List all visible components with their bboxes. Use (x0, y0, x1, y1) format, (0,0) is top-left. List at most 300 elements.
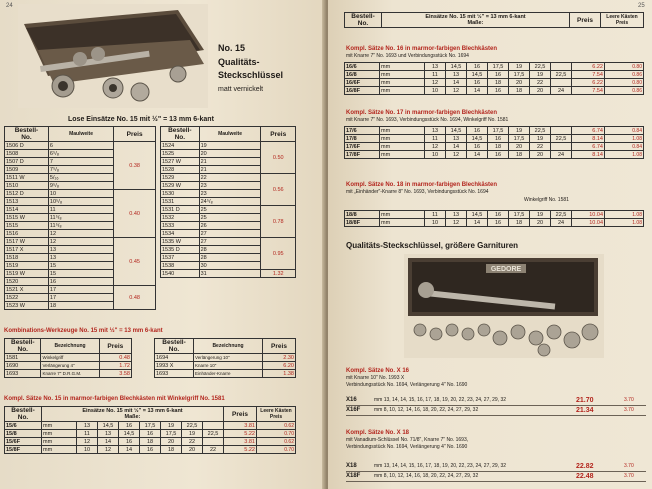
table-cell: 11 (425, 211, 446, 219)
table-cell: mm (380, 219, 425, 227)
table-cell: 19 (161, 422, 182, 430)
table-cell: 16 (467, 79, 488, 87)
list-item-cell: 3.70 (624, 463, 634, 469)
table-cell: 3.58 (99, 370, 131, 378)
col-no: No. (174, 134, 186, 141)
list-item-cell: X18F (346, 473, 361, 479)
table-row (345, 63, 644, 71)
table-cell: 20 (530, 151, 551, 159)
table-cell: 12 (425, 143, 446, 151)
table-cell: 18 (48, 302, 113, 310)
table-cell: 21 (199, 158, 261, 166)
table-cell: Einhänder-Knarre (194, 370, 263, 378)
table-cell: 17/8 (345, 135, 380, 143)
list-item-cell: X16 (346, 397, 357, 403)
table-cell: mm (380, 135, 425, 143)
table-cell: 16/6 (345, 63, 380, 71)
list-item-cell: 21.34 (576, 407, 594, 414)
col-maulweite: Maulweite (218, 131, 242, 137)
table-row (345, 151, 644, 159)
col-no: No. (168, 346, 180, 353)
col-bezeichnung: Bezeichnung (212, 343, 244, 349)
table-cell: 0.95 (261, 238, 296, 270)
table-cell: 14 (467, 219, 488, 227)
list-item-cell: X18 (346, 463, 357, 469)
table-cell: 0.62 (257, 438, 296, 446)
list-item-cell: mm 8, 10, 12, 14, 16, 18, 20, 22, 24, 27, 29, 32 (374, 407, 479, 413)
table-cell: 15/6 (5, 422, 42, 430)
col-masse: Maße: (467, 20, 484, 26)
table-cell: mm (42, 438, 77, 446)
kombi-table-left (4, 338, 132, 378)
col-preis: Preis (126, 130, 143, 138)
table-cell: 1581 (5, 354, 41, 362)
table-cell: 17/8F (345, 151, 380, 159)
table-row (5, 446, 296, 454)
table-cell: 22 (530, 143, 551, 151)
komp15-table (4, 406, 296, 454)
table-cell: 22,5 (203, 430, 224, 438)
table-cell: 1535 W (161, 238, 200, 246)
table-cell: 1515 (5, 222, 49, 230)
s16-table (344, 62, 644, 95)
table-cell: 10 (77, 446, 98, 454)
table-cell: 1531 (161, 198, 200, 206)
table-cell: 10 (48, 190, 113, 198)
table-cell: 1515 W (5, 214, 49, 222)
table-cell: 1529 W (161, 182, 200, 190)
product-finish: matt vernickelt (218, 86, 264, 93)
list-item-cell: 3.70 (624, 397, 634, 403)
lose-einsaetze-title: Lose Einsätze No. 15 mit ½" = 13 mm 6-kant (68, 116, 214, 123)
col-bestell: Bestell- (162, 339, 186, 346)
table-row (161, 270, 296, 278)
table-cell: 1522 (5, 294, 49, 302)
table-cell: 1.72 (99, 362, 131, 370)
table-cell: 1517 X (5, 246, 49, 254)
table-cell: 2.30 (263, 354, 296, 362)
table-cell: 1509 (5, 166, 49, 174)
table-cell: 18 (509, 151, 530, 159)
table-cell: 16/8 (345, 71, 380, 79)
s16-subtitle: mit Knarre 7" No. 1693 und Verbindungsstück No. 1694 (346, 53, 469, 59)
table-cell: 0.48 (114, 286, 156, 310)
list-item-cell: X16F (346, 407, 361, 413)
table-cell: 15/8 (5, 430, 42, 438)
table-cell: 0.86 (605, 71, 644, 79)
table-cell: 20 (509, 143, 530, 151)
table-cell: 18 (488, 79, 509, 87)
list-item (346, 396, 646, 406)
table-cell: 0.45 (114, 238, 156, 286)
table-cell: 19 (199, 142, 261, 150)
col-preis2: Preis (615, 20, 629, 26)
table-cell: 1525 (161, 150, 200, 158)
table-row (345, 143, 644, 151)
table-cell: 1523 W (5, 302, 49, 310)
col-no: No. (17, 346, 28, 353)
table-row (5, 190, 156, 198)
product-title-line2: Steckschlüssel (218, 70, 284, 80)
table-cell: 19 (530, 135, 551, 143)
table-cell: 6.74 (572, 143, 605, 151)
table-cell: 14 (446, 143, 467, 151)
table-cell: 6.22 (572, 79, 605, 87)
page-number: 24 (6, 3, 13, 9)
table-cell: 15 (48, 262, 113, 270)
table-cell: 13 (425, 127, 446, 135)
table-row (5, 286, 156, 294)
table-cell: Knarre 10" (194, 362, 263, 370)
table-cell: 1524 (161, 142, 200, 150)
table-cell: 1519 W (5, 270, 49, 278)
table-cell: 0.86 (605, 87, 644, 95)
table-cell: 14 (467, 151, 488, 159)
col-no: No. (21, 134, 32, 141)
kombi-title: Kombinations-Werkzeuge No. 15 mit ½" = 13 mm 6-kant (4, 328, 163, 334)
table-cell: 6.22 (572, 63, 605, 71)
table-cell: 17,5 (140, 422, 161, 430)
table-cell: 1527 W (161, 158, 200, 166)
table-cell: 22 (203, 446, 224, 454)
table-cell: 31 (199, 270, 261, 278)
socket-table-left (4, 126, 156, 310)
x16-sub2: Verbindungsstück No. 1694, Verlängerung 4" No. 1690 (346, 382, 468, 388)
table-cell: 14 (467, 87, 488, 95)
table-cell: 22,5 (551, 211, 572, 219)
table-row (155, 370, 296, 378)
table-cell: mm (380, 127, 425, 135)
table-cell: 20 (161, 438, 182, 446)
table-cell: 0.70 (257, 430, 296, 438)
table-cell: mm (42, 422, 77, 430)
table-cell: 22 (530, 79, 551, 87)
table-row (161, 142, 296, 150)
kombi-table-right (154, 338, 296, 378)
table-cell: 20 (182, 446, 203, 454)
table-cell: 17 (48, 294, 113, 302)
col-preis: Preis (577, 16, 593, 24)
table-cell: 11⁵/₈ (48, 214, 113, 222)
table-cell: 11 (48, 206, 113, 214)
table-cell: 24 (551, 219, 572, 227)
table-cell: mm (380, 211, 425, 219)
table-cell: 16 (488, 151, 509, 159)
s17-title: Kompl. Sätze No. 17 in marmor-farbigen Blechkästen (346, 110, 498, 116)
quality-title: Qualitäts-Steckschlüssel, größere Garnituren (346, 241, 519, 250)
table-cell: 1507 D (5, 158, 49, 166)
table-cell: 13 (425, 63, 446, 71)
table-cell: 1532 (161, 214, 200, 222)
table-cell: 22,5 (530, 63, 551, 71)
table-cell: 18 (140, 438, 161, 446)
table-cell: 14 (119, 446, 140, 454)
table-cell: 20 (530, 219, 551, 227)
table-cell: mm (380, 143, 425, 151)
table-row (161, 174, 296, 182)
table-cell: 19 (509, 127, 530, 135)
table-cell: 14 (98, 438, 119, 446)
list-item-cell: 21.70 (576, 397, 594, 404)
table-cell: 16 (467, 63, 488, 71)
table-cell: 16 (48, 278, 113, 286)
s18-title: Kompl. Sätze No. 18 in marmor-farbigen Blechkästen (346, 182, 498, 188)
table-cell: 7 (48, 158, 113, 166)
list-item (346, 406, 646, 416)
table-cell: 24 (551, 151, 572, 159)
col-bestell: Bestell- (168, 127, 192, 134)
table-cell: 12 (77, 438, 98, 446)
table-cell: 25 (199, 206, 261, 214)
table-cell (551, 127, 572, 135)
list-item (346, 462, 646, 472)
table-row (5, 438, 296, 446)
table-cell: 1.32 (261, 270, 296, 278)
table-cell: 14,5 (467, 71, 488, 79)
table-cell: 0.84 (605, 143, 644, 151)
s17-table (344, 126, 644, 159)
x18-sub2: Verbindungsstück No. 1694, Verlängerung 4" No. 1690 (346, 444, 468, 450)
table-cell: 20 (509, 79, 530, 87)
table-cell: 1690 (5, 362, 41, 370)
table-cell: 1531 D (161, 206, 200, 214)
table-row (345, 135, 644, 143)
table-cell: 21 (199, 166, 261, 174)
table-cell: 13 (446, 211, 467, 219)
table-cell: 28 (199, 246, 261, 254)
table-cell: 10 (425, 151, 446, 159)
socket-table-right (160, 126, 296, 278)
table-cell: 18 (161, 446, 182, 454)
x18-sub1: mit Vanadium-Schlüssel No. 71/8", Knarre 7" No. 1693, (346, 437, 469, 443)
table-cell: 1.08 (605, 151, 644, 159)
table-cell: Knarre 7" D.R.G.M. (41, 370, 99, 378)
table-cell: 17,5 (509, 135, 530, 143)
x18-rows (346, 462, 646, 482)
table-cell: 1514 (5, 206, 49, 214)
list-item-cell: 22.82 (576, 463, 594, 470)
col-preis2: Preis (269, 414, 283, 420)
table-cell: 11 (425, 135, 446, 143)
table-cell: 1993 X (155, 362, 194, 370)
table-cell: 7.54 (572, 71, 605, 79)
table-cell: 0.80 (605, 79, 644, 87)
table-row (5, 362, 132, 370)
table-cell: 1533 (161, 222, 200, 230)
table-cell: 1.38 (263, 370, 296, 378)
s18-subtitle: mit „Einhänder"-Knarre 8" No. 1693, Verbindungsstück No. 1694 (346, 189, 489, 195)
table-cell: 22 (199, 174, 261, 182)
table-cell: 1519 (5, 262, 49, 270)
table-cell: mm (380, 63, 425, 71)
table-cell: 12 (425, 79, 446, 87)
table-cell: 22,5 (182, 422, 203, 430)
table-cell: 1.08 (605, 135, 644, 143)
table-cell: 3.81 (224, 438, 257, 446)
table-cell: 5.22 (224, 446, 257, 454)
table-cell: 12 (446, 87, 467, 95)
table-cell: 28 (199, 254, 261, 262)
table-row (5, 238, 156, 246)
s18-subtitle2: Winkelgriff No. 1581 (524, 197, 569, 203)
table-cell: 12 (48, 238, 113, 246)
table-row (155, 354, 296, 362)
table-cell: 26 (199, 222, 261, 230)
table-cell: Verlängerung 10" (194, 354, 263, 362)
table-cell: 14 (446, 79, 467, 87)
table-cell: 22 (182, 438, 203, 446)
table-cell: 1510 (5, 182, 49, 190)
table-cell: 1518 (5, 254, 49, 262)
table-cell: 0.70 (257, 446, 296, 454)
table-cell: 1538 (161, 262, 200, 270)
komp15-title: Kompl. Sätze No. 15 in marmor-farbigen Blechkästen mit Winkelgriff No. 1581 (4, 396, 225, 402)
col-preis: Preis (270, 130, 287, 138)
table-cell: 14,5 (446, 63, 467, 71)
product-title-line1: Qualitäts- (218, 57, 260, 67)
list-item-cell: mm 13, 14, 14, 15, 16, 17, 18, 19, 20, 22, 23, 24, 27, 29, 32 (374, 463, 507, 469)
col-einsaetze: Einsätze No. 15 mit ½" = 13 mm 6-kant (82, 408, 183, 414)
table-cell: 16 (488, 71, 509, 79)
col-masse: Maße: (124, 414, 141, 420)
table-cell: 1537 (161, 254, 200, 262)
table-row (345, 211, 644, 219)
table-cell (551, 143, 572, 151)
table-cell: 1530 (161, 190, 200, 198)
col-preis: Preis (107, 342, 124, 350)
table-cell: 0.56 (261, 174, 296, 206)
col-bestell: Bestell- (351, 13, 375, 20)
table-cell: 17,5 (509, 211, 530, 219)
table-cell: 17,5 (509, 71, 530, 79)
page-number: 25 (638, 3, 645, 9)
table-cell: 5/₁₆ (48, 174, 113, 182)
table-cell: 27 (199, 238, 261, 246)
table-cell: 16 (467, 143, 488, 151)
table-cell: 16 (488, 87, 509, 95)
table-cell: 1520 (5, 278, 49, 286)
table-cell: 14,5 (119, 430, 140, 438)
table-row (155, 362, 296, 370)
table-cell: 0.84 (605, 127, 644, 135)
table-cell: 13 (446, 135, 467, 143)
col-leere: Leere Kästen (606, 14, 638, 20)
table-cell: 16 (488, 135, 509, 143)
table-row (345, 87, 644, 95)
table-cell: 3.81 (224, 422, 257, 430)
table-cell: 0.62 (257, 422, 296, 430)
table-cell: 16 (119, 438, 140, 446)
table-row (345, 219, 644, 227)
s18-table (344, 210, 644, 227)
table-row (345, 127, 644, 135)
table-cell: 0.40 (114, 190, 156, 238)
table-cell: 1528 (161, 166, 200, 174)
table-cell: mm (380, 151, 425, 159)
table-cell: 1513 (5, 198, 49, 206)
table-cell: 10 (425, 87, 446, 95)
table-cell: 24 (551, 87, 572, 95)
table-cell: mm (380, 79, 425, 87)
list-item-cell: 3.70 (624, 407, 634, 413)
table-cell: 13 (77, 422, 98, 430)
table-cell: 18 (509, 87, 530, 95)
table-cell: 11⁵/₈ (48, 222, 113, 230)
table-row (5, 142, 156, 150)
table-cell: 12 (98, 446, 119, 454)
table-cell: 12 (446, 219, 467, 227)
table-cell: 23 (199, 190, 261, 198)
table-cell: 30 (199, 262, 261, 270)
list-item (346, 472, 646, 482)
brand-label: GEDORE (490, 266, 522, 273)
table-cell: 1693 (155, 370, 194, 378)
col-no: No. (357, 20, 369, 27)
table-cell: 1534 (161, 230, 200, 238)
table-cell: 14,5 (446, 127, 467, 135)
right-page (328, 0, 652, 489)
table-cell: 16 (467, 127, 488, 135)
table-cell: 1508 (5, 150, 49, 158)
table-cell: 12 (446, 151, 467, 159)
col-bestell: Bestell- (11, 407, 35, 414)
table-cell: 7.54 (572, 87, 605, 95)
table-cell: 1517 W (5, 238, 49, 246)
table-cell: 0.38 (114, 142, 156, 190)
table-cell: 16 (488, 211, 509, 219)
table-cell (551, 79, 572, 87)
top-header-table (344, 12, 644, 28)
col-leere: Leere Kästen (260, 408, 292, 414)
table-cell: 19 (509, 63, 530, 71)
table-cell: 13 (48, 246, 113, 254)
table-cell: 11 (425, 71, 446, 79)
table-cell: 0.48 (99, 354, 131, 362)
table-cell: 22,5 (530, 127, 551, 135)
s16-title: Kompl. Sätze No. 16 in marmor-farbigen Blechkästen (346, 46, 498, 52)
table-cell: 17/6F (345, 143, 380, 151)
table-cell: 0.80 (605, 63, 644, 71)
table-cell: 16 (140, 430, 161, 438)
table-cell: 1540 (161, 270, 200, 278)
x16-title: Kompl. Sätze No. X 16 (346, 368, 410, 374)
table-row (345, 79, 644, 87)
table-cell: 1521 X (5, 286, 49, 294)
table-cell (551, 63, 572, 71)
table-cell: 18 (488, 143, 509, 151)
table-cell: 16/6F (345, 79, 380, 87)
table-cell: 6.20 (263, 362, 296, 370)
col-bestell: Bestell- (11, 339, 35, 346)
col-einsaetze: Einsätze No. 15 mit ½" = 13 mm 6-kant (425, 14, 526, 20)
table-cell: 23 (199, 182, 261, 190)
table-cell: 16 (119, 422, 140, 430)
col-bestell: Bestell- (14, 127, 39, 134)
table-cell: Winkelgriff (41, 354, 99, 362)
table-cell: 1.08 (605, 211, 644, 219)
table-cell: 1693 (5, 370, 41, 378)
table-cell: 6.74 (572, 127, 605, 135)
table-cell: 22,5 (551, 135, 572, 143)
table-cell: 17,5 (161, 430, 182, 438)
x18-title: Kompl. Sätze No. X 18 (346, 430, 410, 436)
table-cell: 19 (530, 211, 551, 219)
col-preis: Preis (271, 342, 287, 350)
table-cell: 15 (48, 270, 113, 278)
table-cell: 1512 D (5, 190, 49, 198)
table-cell: 16/8F (345, 87, 380, 95)
table-cell: 1694 (155, 354, 194, 362)
